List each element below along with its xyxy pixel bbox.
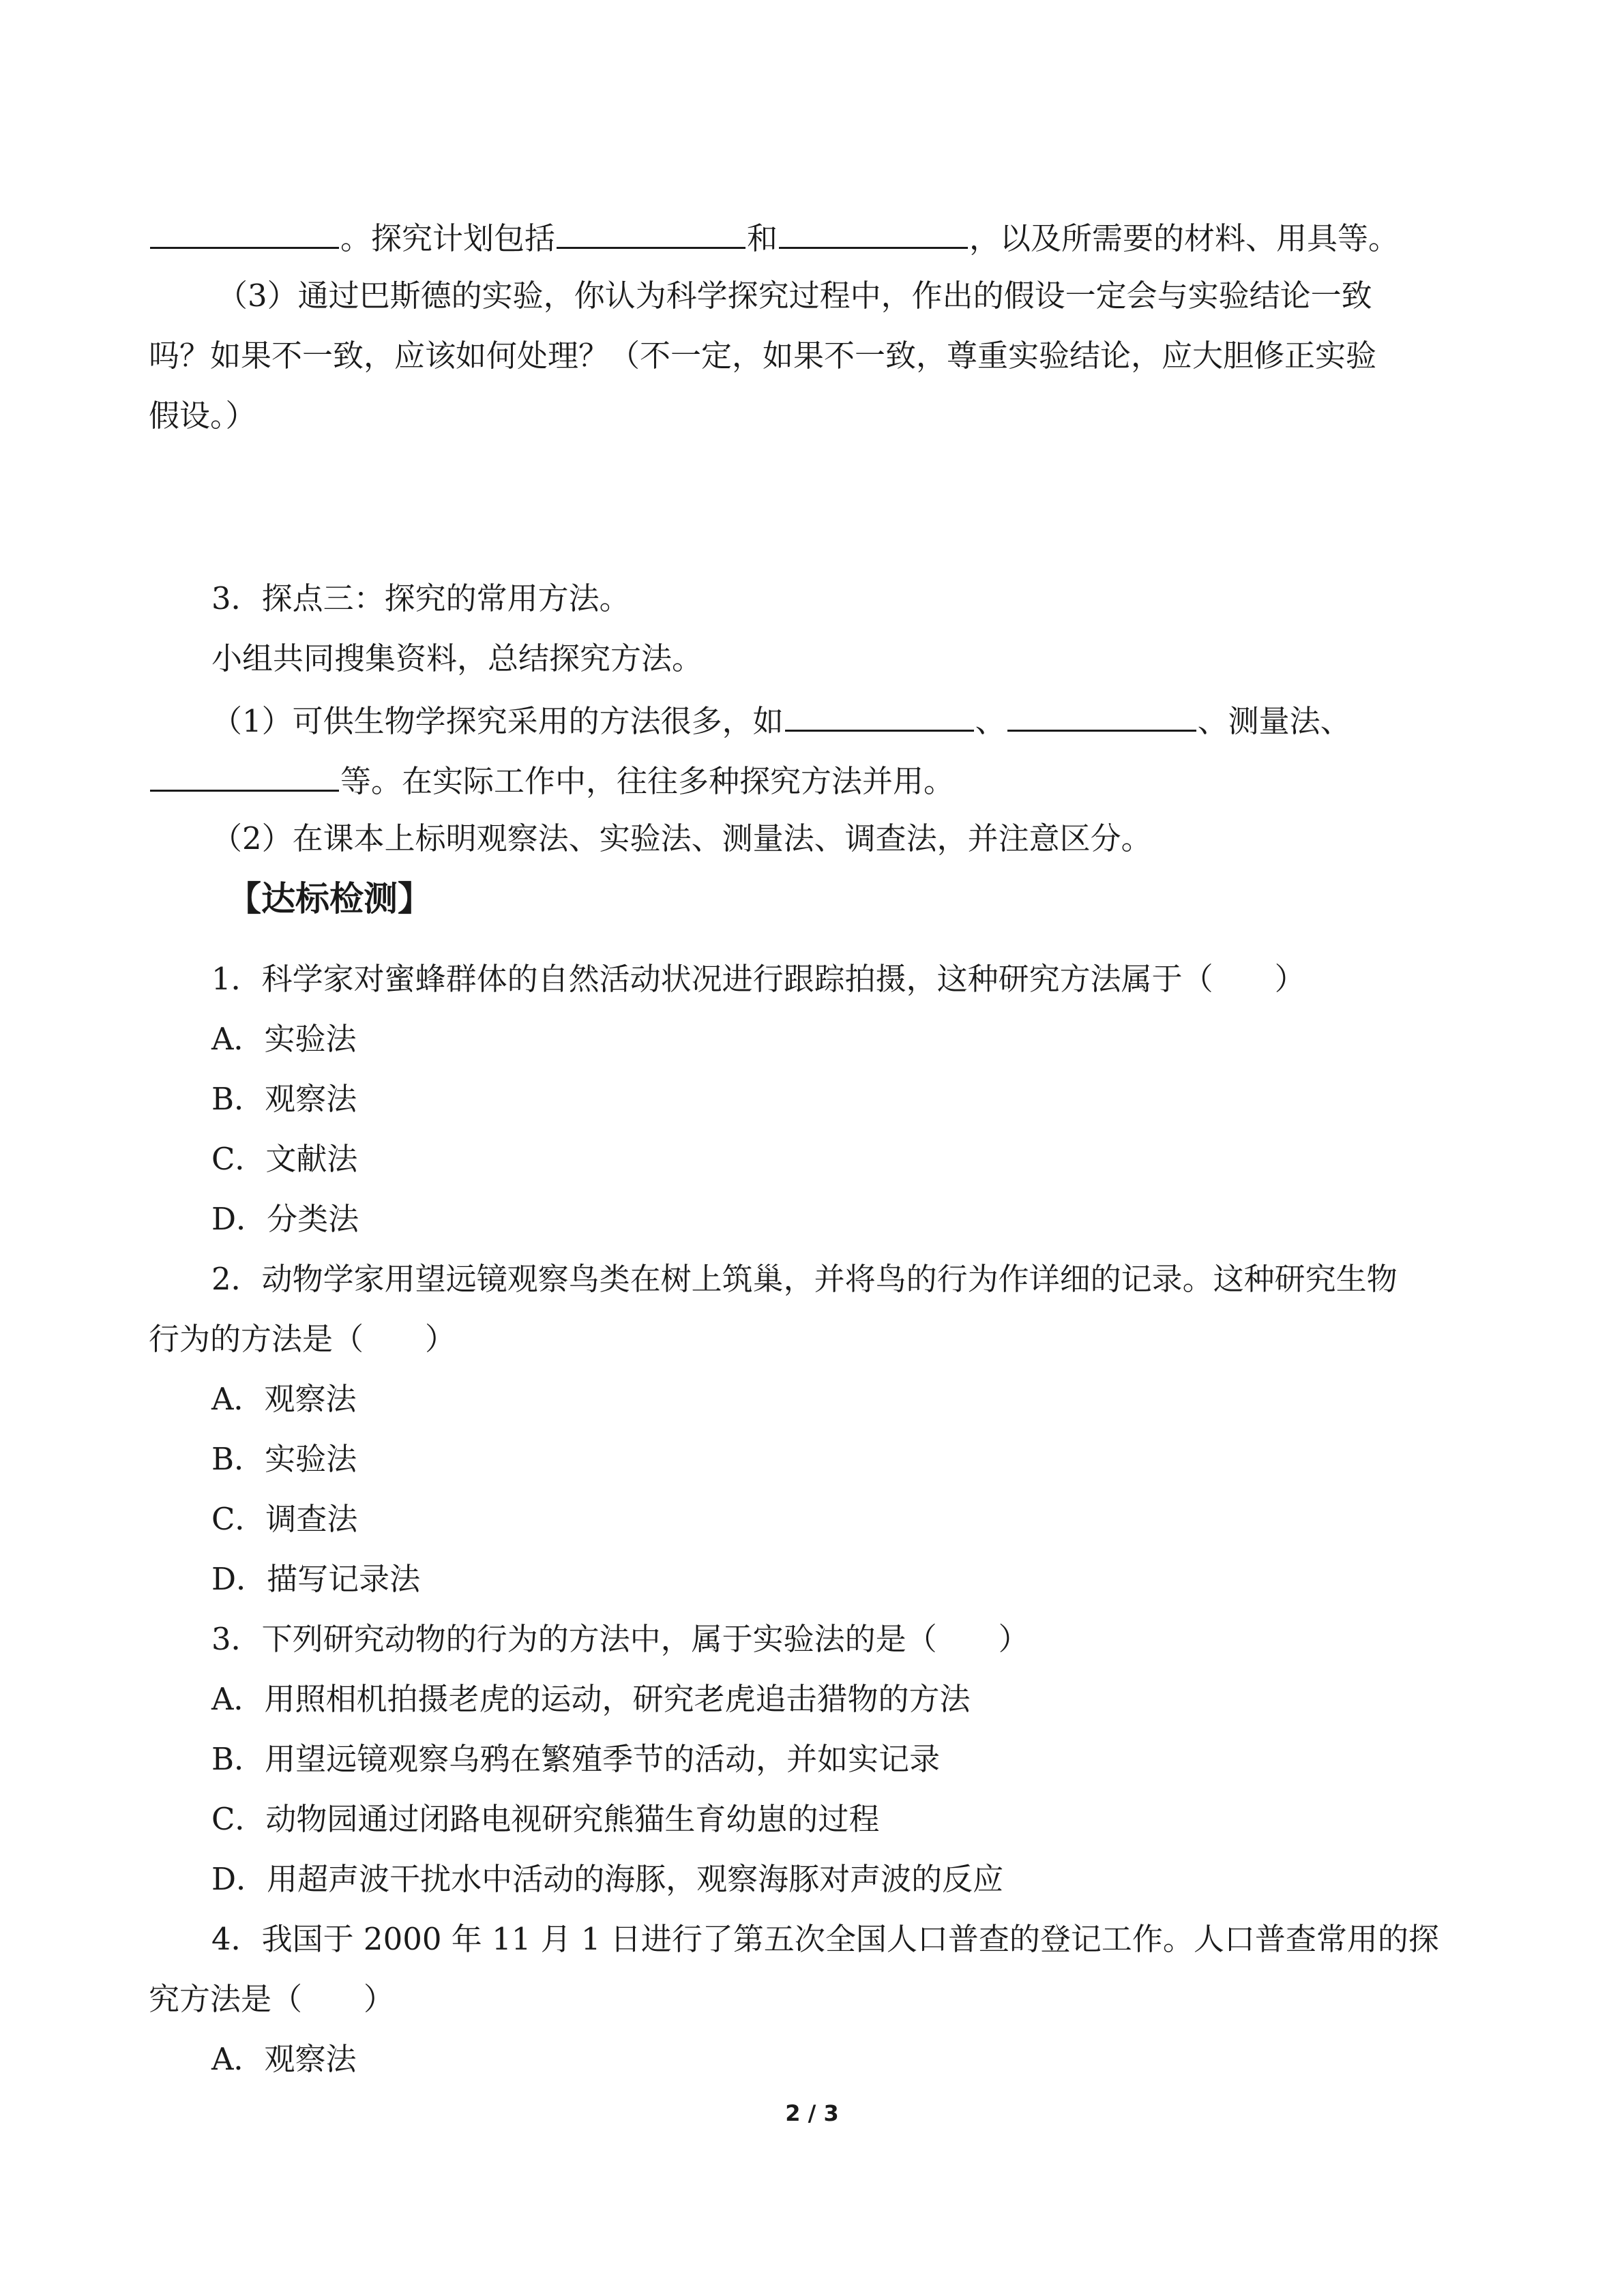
test-q2-option-c: C．调查法 — [211, 1501, 358, 1537]
test-q2-stem-line1: 2．动物学家用望远镜观察鸟类在树上筑巢，并将鸟的行为作详细的记录。这种研究生物 — [211, 1261, 1398, 1297]
q3-text-line2: 吗？如果不一致，应该如何处理？（不一定，如果不一致，尊重实验结论，应大胆修正实验 — [149, 338, 1377, 374]
section3-q2: （2）在课本上标明观察法、实验法、测量法、调查法，并注意区分。 — [211, 820, 1152, 856]
answer-blank[interactable] — [150, 758, 339, 792]
test-q1-option-d: D．分类法 — [211, 1201, 359, 1237]
test-q1-stem: 1．科学家对蜜蜂群体的自然活动状况进行跟踪拍摄，这种研究方法属于（ ） — [211, 961, 1305, 997]
test-q1-option-b: B．观察法 — [211, 1081, 357, 1117]
answer-blank[interactable] — [150, 215, 339, 249]
page-number: 2 / 3 — [785, 2100, 839, 2126]
answer-blank[interactable] — [779, 215, 968, 249]
test-heading: 【达标检测】 — [227, 879, 432, 919]
test-q3-option-b: B．用望远镜观察乌鸦在繁殖季节的活动，并如实记录 — [211, 1741, 941, 1777]
test-q2-option-b: B．实验法 — [211, 1441, 357, 1477]
test-q3-option-a: A．用照相机拍摄老虎的运动，研究老虎追击猎物的方法 — [211, 1681, 971, 1717]
q3-text-line1: （3）通过巴斯德的实验，你认为科学探究过程中，作出的假设一定会与实验结论一致 — [217, 278, 1372, 314]
test-q2-stem-line2: 行为的方法是（ ） — [149, 1321, 456, 1357]
test-q1-option-c: C．文献法 — [211, 1141, 358, 1177]
test-q3-option-d: D．用超声波干扰水中活动的海豚，观察海豚对声波的反应 — [211, 1861, 1004, 1897]
test-q2-option-d: D．描写记录法 — [211, 1561, 421, 1597]
answer-blank[interactable] — [557, 215, 745, 249]
section3-q1-line1: （1）可供生物学探究采用的方法很多，如 、 、测量法、 — [211, 698, 1351, 739]
test-q3-stem: 3．下列研究动物的行为的方法中，属于实验法的是（ ） — [211, 1621, 1029, 1657]
section3-intro: 小组共同搜集资料，总结探究方法。 — [211, 640, 703, 676]
test-q3-option-c: C．动物园通过闭路电视研究熊猫生育幼崽的过程 — [211, 1801, 880, 1837]
test-q4-stem-line1: 4．我国于 2000 年 11 月 1 日进行了第五次全国人口普查的登记工作。人口普查常用的探 — [211, 1921, 1439, 1957]
test-q2-option-a: A．观察法 — [211, 1381, 357, 1417]
fill-in-line-plan: 。探究计划包括 和 ，以及所需要的材料、用具等。 — [149, 215, 1399, 256]
section3-q1-line2: 等。在实际工作中，往往多种探究方法并用。 — [149, 758, 954, 799]
answer-blank[interactable] — [785, 698, 974, 732]
q3-text-line3: 假设。） — [149, 398, 256, 434]
section3-heading: 3．探点三：探究的常用方法。 — [211, 580, 630, 616]
test-q1-option-a: A．实验法 — [211, 1021, 357, 1057]
test-q4-option-a: A．观察法 — [211, 2041, 357, 2077]
answer-blank[interactable] — [1007, 698, 1196, 732]
test-q4-stem-line2: 究方法是（ ） — [149, 1981, 395, 2017]
